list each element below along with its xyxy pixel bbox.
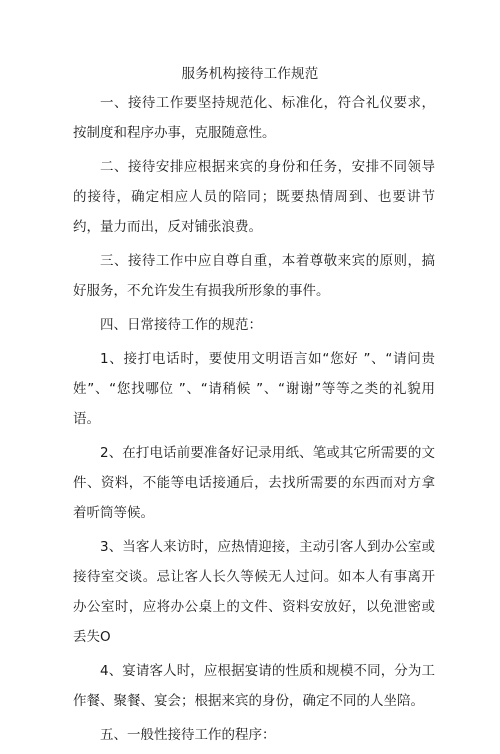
document-title: 服务机构接待工作规范 [181, 66, 319, 82]
paragraph-5: 1、接打电话时，要使用文明语言如“您好 ”、“请问贵姓”、“您找哪位 ”、“请稍候 ”、“谢谢”等等之类的礼貌用语。 [73, 351, 435, 427]
paragraph-6: 2、在打电话前要准备好记录用纸、笔或其它所需要的文件、资料，不能等电话接通后，去找所需要的东西而对方拿着听筒等候。 [73, 445, 435, 521]
paragraph-8: 4、宴请客人时，应根据宴请的性质和规模不同，分为工作餐、聚餐、宴会；根据来宾的身份，确定不同的人坐陪。 [73, 663, 435, 709]
paragraph-4: 四、日常接待工作的规范： [100, 317, 262, 333]
document-body [73, 88, 435, 754]
paragraph-9: 五、一般性接待工作的程序： [100, 727, 276, 743]
paragraph-3: 三、接待工作中应自尊自重，本着尊敬来宾的原则，搞好服务，不允许发生有损我所形象的事件。 [73, 253, 435, 299]
paragraph-7: 3、当客人来访时，应热情迎接，主动引客人到办公室或接待室交谈。忌让客人长久等候无人过问。如本人有事离开办公室时，应将办公桌上的文件、资料安放好，以免泄密或丢失O [73, 539, 435, 645]
paragraph-1: 一、接待工作要坚持规范化、标准化，符合礼仪要求，按制度和程序办事，克服随意性。 [73, 95, 435, 141]
paragraph-2: 二、接待安排应根据来宾的身份和任务，安排不同领导的接待，确定相应人员的陪同；既要热情周到、也要讲节约，量力而出，反对铺张浪费。 [73, 159, 435, 235]
